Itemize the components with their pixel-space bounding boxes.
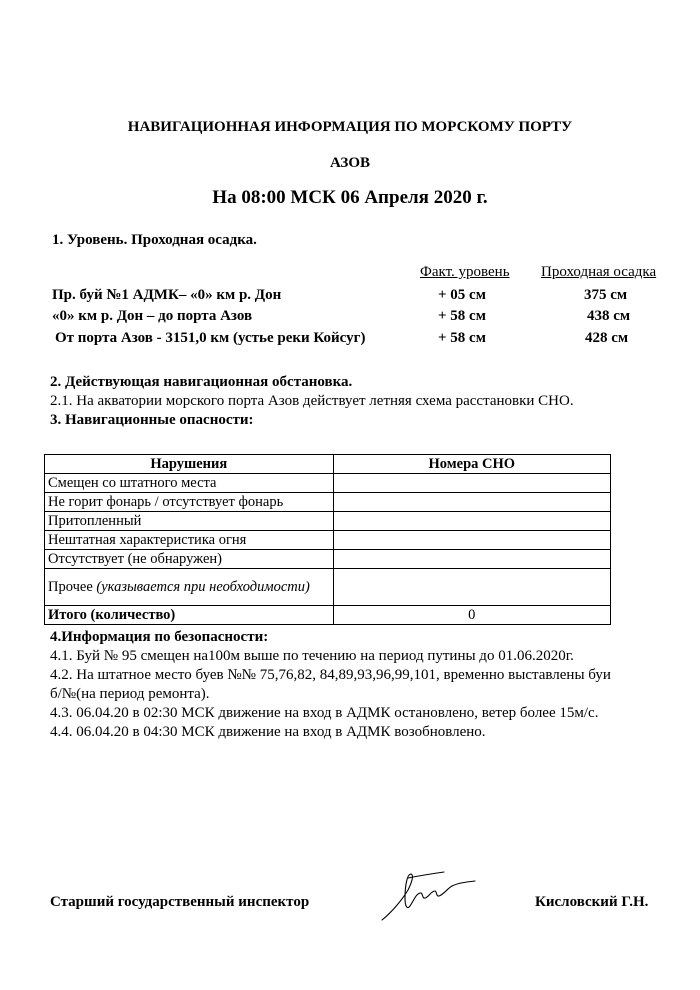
table-row (45, 512, 611, 531)
safety-item: 4.4. 06.04.20 в 04:30 МСК движение на вход в АДМК возобновлено. (50, 724, 486, 740)
header-sno-numbers: Номера СНО (333, 455, 610, 474)
section4-title: 4.Информация по безопасности: (50, 629, 269, 645)
violation-cell: Не горит фонарь / отсутствует фонарь (45, 493, 334, 512)
violation-cell: Притопленный (45, 512, 334, 531)
col-pass-draft: Проходная осадка (541, 264, 657, 280)
level-row-draft: 428 см (585, 330, 629, 346)
level-row-level: + 58 см (438, 330, 486, 346)
level-row-level: + 05 см (438, 287, 486, 303)
handwritten-signature (378, 866, 478, 924)
document-title: НАВИГАЦИОННАЯ ИНФОРМАЦИЯ ПО МОРСКОМУ ПОРТУ (127, 119, 573, 135)
report-date: На 08:00 МСК 06 Апреля 2020 г. (212, 187, 488, 208)
level-row-draft: 375 см (584, 287, 628, 303)
section2-title: 2. Действующая навигационная обстановка. (50, 374, 353, 390)
table-row (45, 493, 611, 512)
level-row-name: Пр. буй №1 АДМК– «0» км р. Дон (52, 287, 282, 303)
level-row-level: + 58 см (438, 308, 486, 324)
sno-numbers-cell (333, 493, 610, 512)
table-row-other (45, 569, 611, 606)
violation-cell: Отсутствует (не обнаружен) (45, 550, 334, 569)
safety-item: б/№(на период ремонта). (50, 686, 210, 702)
total-value: 0 (333, 606, 610, 625)
violation-cell: Нештатная характеристика огня (45, 531, 334, 550)
table-row (45, 550, 611, 569)
safety-item: 4.3. 06.04.20 в 02:30 МСК движение на вход в АДМК остановлено, ветер более 15м/с. (50, 705, 599, 721)
table-header-row (45, 455, 611, 474)
inspector-name: Кисловский Г.Н. (535, 894, 649, 910)
table-row (45, 531, 611, 550)
other-label: Прочее (48, 579, 93, 595)
safety-item: 4.2. На штатное место буев №№ 75,76,82, 84,89,93,96,99,101, временно выставлены буи (50, 667, 611, 683)
inspector-position: Старший государственный инспектор (50, 894, 310, 910)
level-row-name: «0» км р. Дон – до порта Азов (52, 308, 253, 324)
safety-item: 4.1. Буй № 95 смещен на100м выше по течению на период путины до 01.06.2020г. (50, 648, 574, 664)
section1-title: 1. Уровень. Проходная осадка. (52, 232, 257, 248)
sno-numbers-cell (333, 550, 610, 569)
hazards-table (44, 454, 611, 625)
table-row (45, 474, 611, 493)
level-row-draft: 438 см (587, 308, 631, 324)
port-name: АЗОВ (329, 155, 371, 171)
header-violation: Нарушения (45, 455, 334, 474)
section3-title: 3. Навигационные опасности: (50, 412, 254, 428)
sno-numbers-cell (333, 474, 610, 493)
sno-numbers-cell (333, 512, 610, 531)
other-note: (указывается при необходимости) (96, 579, 310, 595)
total-label: Итого (количество) (45, 606, 334, 625)
level-row-name: От порта Азов - 3151,0 км (устье реки Койсуг) (55, 330, 366, 346)
violation-cell: Смещен со штатного места (45, 474, 334, 493)
section2-text: 2.1. На акватории морского порта Азов действует летняя схема расстановки СНО. (50, 393, 574, 409)
violation-cell-other (45, 569, 334, 606)
table-total-row (45, 606, 611, 625)
col-fact-level: Факт. уровень (420, 264, 510, 280)
sno-numbers-cell (333, 569, 610, 606)
sno-numbers-cell (333, 531, 610, 550)
